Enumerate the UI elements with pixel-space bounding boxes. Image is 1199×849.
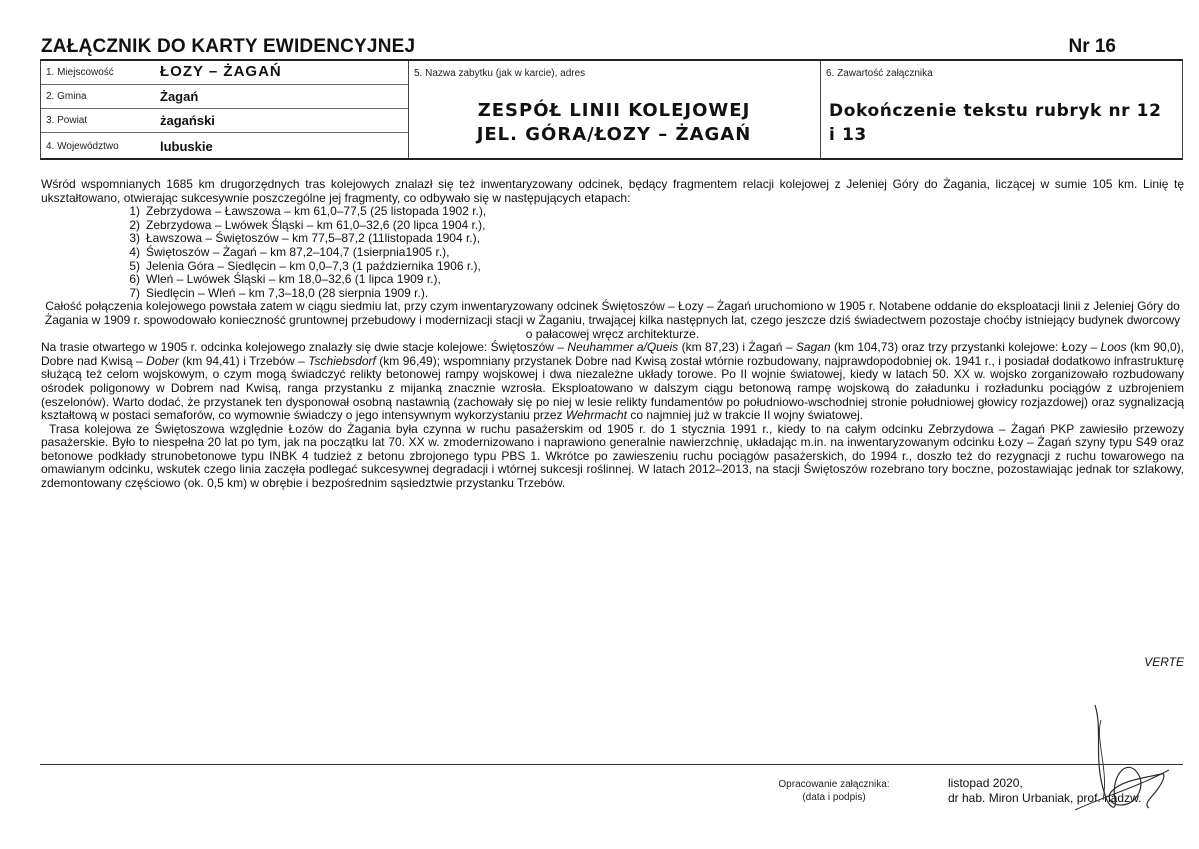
german-name: Sagan <box>795 340 831 355</box>
text-fragment: Na trasie otwartego w 1905 r. odcinka kolejowego znalazły się dwie stacje kolejowe: Świętoszów – <box>41 340 568 355</box>
row-gmina <box>41 85 408 109</box>
stage-item <box>118 232 1184 246</box>
stages-list <box>41 205 1184 300</box>
stage-number: 5) <box>129 258 140 273</box>
stage-text: Siedlęcin – Wleń – km 7,3–18,0 (28 sierpnia 1909 r.). <box>146 285 429 300</box>
stage-item <box>118 246 1184 260</box>
powiat-value: żagański <box>160 113 215 128</box>
text-fragment: co najmniej już w trakcie II wojny światowej. <box>627 408 864 423</box>
gmina-value: Żagań <box>160 89 199 104</box>
footer-label <box>740 778 928 804</box>
miejscowosc-label: 1. Miejscowość <box>46 67 114 78</box>
stage-text: Świętoszów – Żagań – km 87,2–104,7 (1sierpnia1905 r.), <box>146 244 450 259</box>
stage-item <box>118 273 1184 287</box>
footer-author: dr hab. Miron Urbaniak, prof. nadzw. <box>948 791 1142 805</box>
paragraph-stations <box>41 341 1184 423</box>
stage-text: Zebrzydowa – Ławszowa – km 61,0–77,5 (25 listopada 1902 r.), <box>146 204 487 219</box>
german-name: Neuhammer a/Queis <box>567 340 679 355</box>
row-powiat <box>41 109 408 133</box>
footer-label-line1: Opracowanie załącznika: <box>778 779 890 790</box>
row-wojewodztwo <box>41 133 408 160</box>
wojewodztwo-label: 4. Województwo <box>46 141 119 152</box>
stage-text: Jelenia Góra – Siedlęcin – km 0,0–7,3 (1 października 1906 r.), <box>146 258 481 273</box>
text-fragment: (km 94,41) i Trzebów – <box>178 353 309 368</box>
text-fragment: (km 104,73) oraz trzy przystanki kolejowe: Łozy – <box>830 340 1101 355</box>
stage-text: Zebrzydowa – Lwówek Śląski – km 61,0–32,6 (20 lipca 1904 r.), <box>146 217 486 232</box>
stage-number: 7) <box>129 285 140 300</box>
german-name: Loos <box>1100 340 1127 355</box>
location-column <box>41 61 409 158</box>
wojewodztwo-value: lubuskie <box>160 139 213 154</box>
text-fragment: (km 90,0), Dobre nad Kwisą – <box>41 340 1185 368</box>
stage-text: Ławszowa – Świętoszów – km 77,5–87,2 (11listopada 1904 r.), <box>146 231 480 246</box>
stage-text: Wleń – Lwówek Śląski – km 18,0–32,6 (1 lipca 1909 r.), <box>146 272 441 287</box>
paragraph-summary: Całość połączenia kolejowego powstała zatem w ciągu siedmiu lat, przy czym inwentaryzowany odcinek Świętoszów – Łozy – Żagań uruchomiono w 1905 r. Notabene oddanie do eksploatacji linii z Jeleniej Góry do Żagania w 1909 r. spowodowało konieczność gruntownej przebudowy i modernizacji stacji w Żaganiu, trwającej kilka następnych lat, czego jeszcze dziś świadectwem pozostaje choćby istniejący budynek dworcowy o pałacowej wręcz architekturze. <box>44 299 1181 341</box>
monument-name <box>408 99 820 147</box>
powiat-label: 3. Powiat <box>46 115 88 126</box>
miejscowosc-value: ŁOZY – ŻAGAŃ <box>160 63 282 80</box>
content-column <box>820 61 1182 158</box>
german-name: Wehrmacht <box>565 408 628 423</box>
stage-item <box>118 205 1184 219</box>
stage-number: 1) <box>129 204 140 219</box>
stage-number: 2) <box>129 217 140 232</box>
monument-name-line2: JEL. GÓRA/ŁOZY – ŻAGAŃ <box>476 124 752 145</box>
verte-mark: VERTE <box>1144 655 1184 669</box>
footer-divider <box>40 764 1183 765</box>
gmina-label: 2. Gmina <box>46 91 87 102</box>
row-miejscowosc <box>41 61 408 85</box>
document-title: ZAŁĄCZNIK DO KARTY EWIDENCYJNEJ <box>41 36 416 57</box>
footer-date: listopad 2020, <box>948 776 1023 790</box>
text-fragment: (km 87,23) i Żagań – <box>678 340 796 355</box>
stage-number: 6) <box>129 272 140 287</box>
header-table <box>40 59 1183 160</box>
text-fragment: (km 96,49); wspomniany przystanek Dobre nad Kwisą został wtórnie rozbudowany, najprawdopodobniej ok. 1941 r., i posiadał dodatkowo infrastrukturę służącą też celom wojskowym, o czym mogą świadczyć relikty betonowej rampy wojskowej i dwa niezależne układy torowe. Po II wojnie światowej, kiedy w latach 50. XX w. wojsko zorganizowało rozbudowany ośrodek poligonowy w Dobrem nad Kwisą, ranga przystanku z mijanką znacznie wzrosła. Eksploatowano w dalszym ciągu betonową rampę wojskową do załadunku i rozładunku pociągów z uzbrojeniem (eszelonów). Warto dodać, że przystanek ten dysponował osobną nastawnią (zachowały się po niej w lesie relikty fundamentów po południowo-wschodniej stronie południowej głowicy rozjazdowej) oraz sygnalizacją kształtową w postaci semaforów, co wymownie świadczy o jego intensywnym wykorzystaniu przez <box>41 353 1185 423</box>
name-column <box>408 61 821 158</box>
paragraph-closure: Trasa kolejowa ze Świętoszowa względnie Łozów do Żagania była czynna w ruchu pasażerskim od 1905 r. do 1 stycznia 1991 r., kiedy to na całym odcinku Zebrzydowa – Żagań PKP zawiesiło przewozy pasażerskie. Było to niespełna 20 lat po tym, jak na początku lat 70. XX w. zmodernizowano i naprawiono generalnie nawierzchnię, układając m.in. na inwentaryzowanym odcinku Łozy – Żagań szyny typu S49 oraz betonowe podkłady strunobetonowe typu INBK 4 tudzież z betonu zbrojonego typu PBS 1. Wkrótce po zawieszeniu ruchu pociągów pasażerskich, do 1994 r., doszło też do rezygnacji z ruchu towarowego na omawianym odcinku, wskutek czego linia zaczęła podlegać sukcesywnej degradacji i wtórnej sukcesji roślinnej. W latach 2012–2013, na stacji Świętoszów rozebrano tory boczne, pozostawiając jednak tor szlakowy, zdemontowany częściowo (ok. 0,5 km) w obrębie i bezpośrednim sąsiedztwie przystanku Trzebów. <box>41 421 1184 491</box>
handwritten-signature <box>1065 700 1175 825</box>
zawartosc-value: Dokończenie tekstu rubryk nr 12 i 13 <box>829 101 1162 145</box>
german-name: Dober <box>146 353 179 368</box>
german-name: Tschiebsdorf <box>308 353 376 368</box>
footer-label-line2: (data i podpis) <box>802 792 866 803</box>
monument-name-line1: ZESPÓŁ LINII KOLEJOWEJ <box>477 100 751 121</box>
stage-number: 4) <box>129 244 140 259</box>
document-number: Nr 16 <box>1068 36 1116 57</box>
nazwa-label: 5. Nazwa zabytku (jak w karcie), adres <box>414 68 586 79</box>
paragraph-intro: Wśród wspomnianych 1685 km drugorzędnych tras kolejowych znalazł się też inwentaryzowany odcinek, będący fragmentem relacji kolejowej z Jeleniej Góry do Żagania, liczącej w sumie 105 km. Linię tę ukształtowano, otwierając sukcesywnie poszczególne jej fragmenty, co odbywało się w następujących etapach: <box>41 177 1184 205</box>
annex-body <box>41 178 1184 491</box>
stage-number: 3) <box>129 231 140 246</box>
zawartosc-label: 6. Zawartość załącznika <box>826 68 933 79</box>
